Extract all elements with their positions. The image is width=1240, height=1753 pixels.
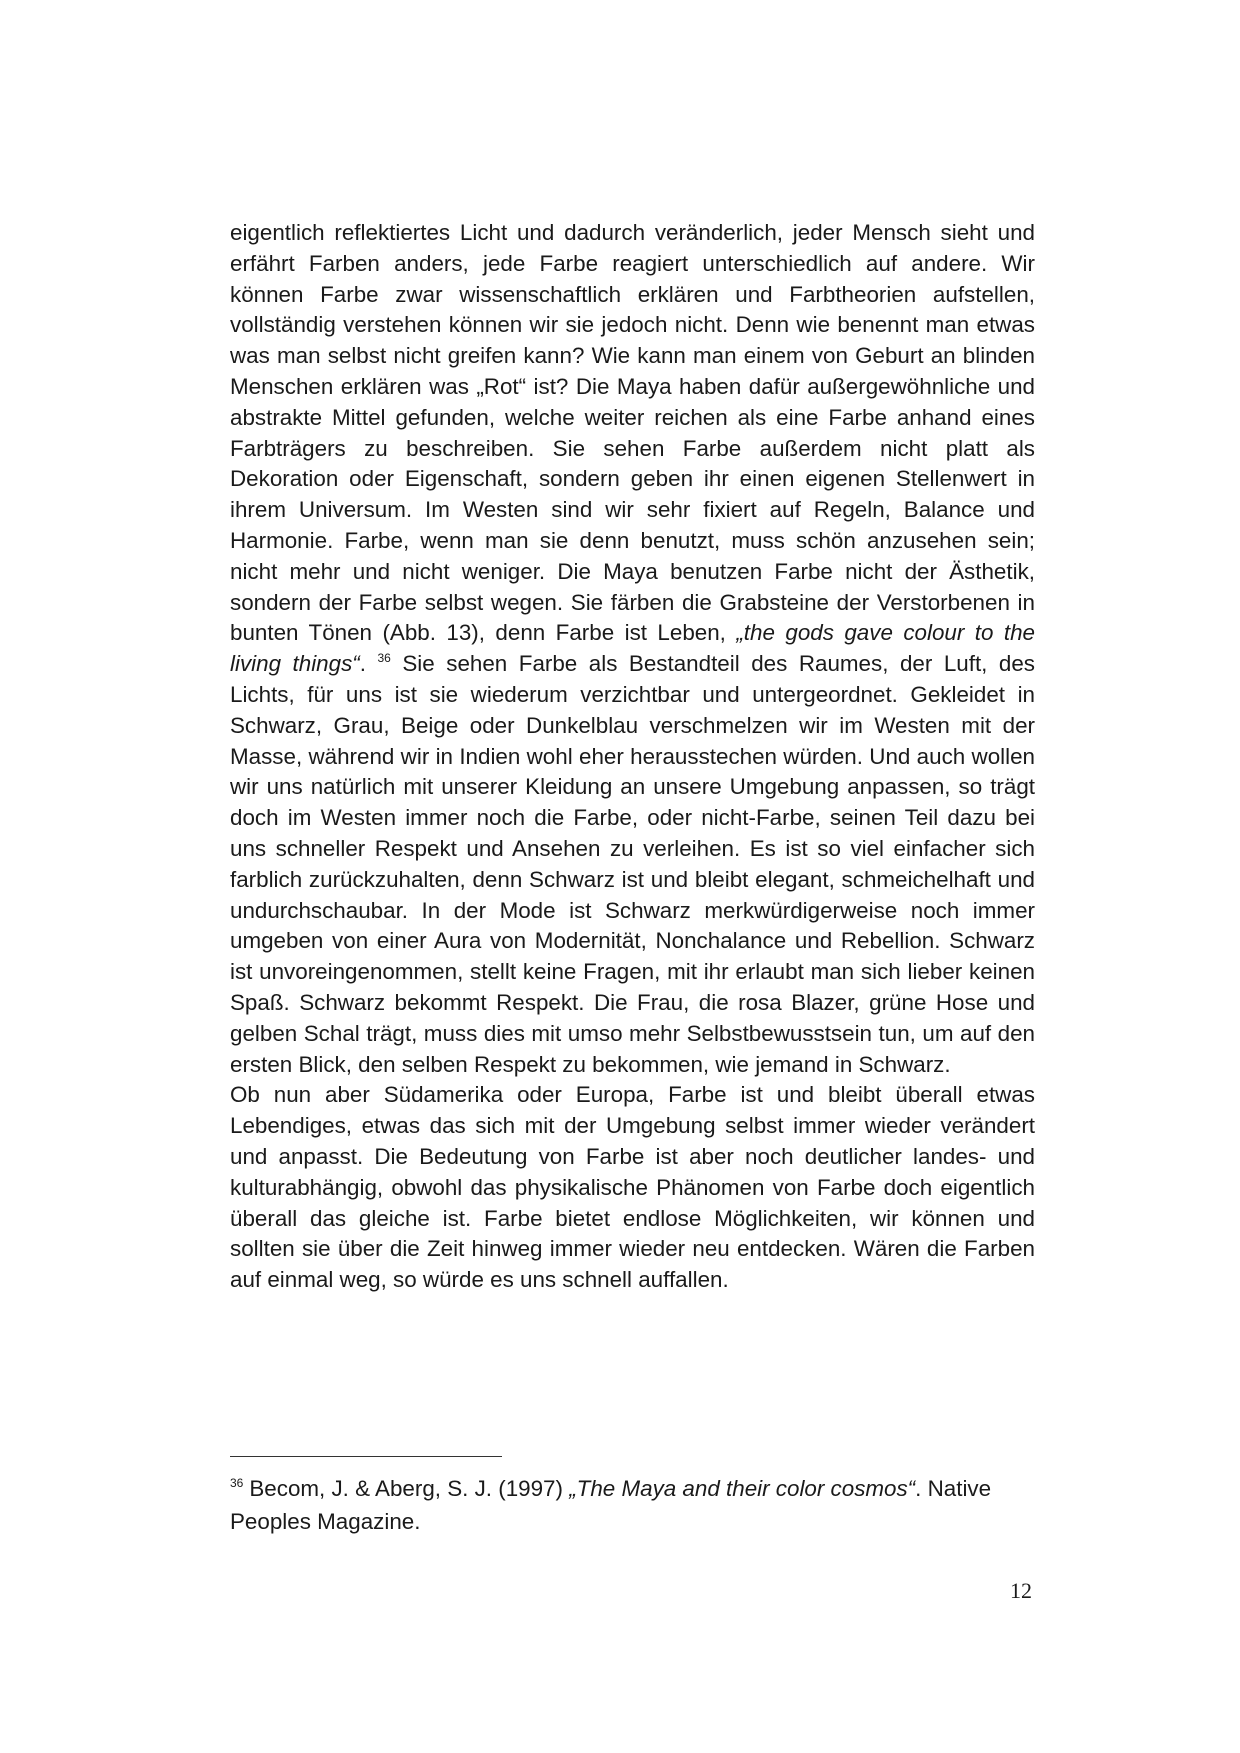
footnote-divider — [230, 1456, 502, 1457]
quote-punctuation: . — [359, 651, 378, 677]
footnote-reference[interactable]: 36 — [377, 651, 391, 666]
footnote-number: 36 — [230, 1476, 244, 1490]
paragraph-1-part-a: eigentlich reflektiertes Licht und dadurch veränderlich, jeder Mensch sieht und erfährt Farben anders, jede Farbe reagiert unterschiedlich auf andere. Wir können Farbe zwar wissenschaftlich erklären und Farbtheorien aufstellen, vollständig verstehen können wir sie jedoch nicht. Denn wie benennt man etwas was man selbst nicht greifen kann? Wie kann man einem von Geburt an blinden Menschen erklären was „Rot“ ist? Die Maya haben dafür außergewöhnliche und abstrakte Mittel gefunden, welche weiter reichen als eine Farbe anhand eines Farbträgers zu beschreiben. Sie sehen Farbe außerdem nicht platt als Dekoration oder Eigenschaft, sondern geben ihr einen eigenen Stellenwert in ihrem Universum. Im Westen sind wir sehr fixiert auf Regeln, Balance und Harmonie. Farbe, wenn man sie denn benutzt, muss schön anzusehen sein; nicht mehr und nicht weniger. Die Maya benutzen Farbe nicht der Ästhetik, sondern der Farbe selbst wegen. Sie färben die Grabsteine der Verstorbenen in bunten Tönen (Abb. 13), denn Farbe ist Leben, — [230, 220, 1035, 646]
paragraph-1-part-b: Sie sehen Farbe als Bestandteil des Raumes, der Luft, des Lichts, für uns ist sie wiederum verzichtbar und untergeordnet. Gekleidet in Schwarz, Grau, Beige oder Dunkelblau verschmelzen wir im Westen mit der Masse, während wir in Indien wohl eher herausstechen würden. Und auch wollen wir uns natürlich mit unserer Kleidung an unsere Umgebung anpassen, so trägt doch im Westen immer noch die Farbe, oder nicht-Farbe, seinen Teil dazu bei uns schneller Respekt und Ansehen zu verleihen. Es ist so viel einfacher sich farblich zurückzuhalten, denn Schwarz ist und bleibt elegant, schmeichelhaft und undurchschaubar. In der Mode ist Schwarz merkwürdigerweise noch immer umgeben von einer Aura von Modernität, Nonchalance und Rebellion. Schwarz ist unvoreingenommen, stellt keine Fragen, mit ihr erlaubt man sich lieber keinen Spaß. Schwarz bekommt Respekt. Die Frau, die rosa Blazer, grüne Hose und gelben Schal trägt, muss dies mit umso mehr Selbstbewusstsein tun, um auf den ersten Blick, den selben Respekt zu bekommen, wie jemand in Schwarz. — [230, 651, 1036, 1077]
body-text — [230, 218, 1035, 1296]
paragraph-2: Ob nun aber Südamerika oder Europa, Farbe ist und bleibt überall etwas Lebendiges, etwas das sich mit der Umgebung selbst immer wieder verändert und anpasst. Die Bedeutung von Farbe ist aber noch deutlicher landes- und kulturabhängig, obwohl das physikalische Phänomen von Farbe doch eigentlich überall das gleiche ist. Farbe bietet endlose Möglichkeiten, wir können und sollten sie über die Zeit hinweg immer wieder neu entdecken. Wären die Farben auf einmal weg, so würde es uns schnell auffallen. — [230, 1082, 1035, 1293]
paragraph-1 — [230, 218, 1035, 1080]
footnote-source: . Native Peoples Magazine. — [230, 1476, 992, 1534]
footnote-authors: Becom, J. & Aberg, S. J. (1997) — [249, 1476, 570, 1501]
page-number: 12 — [1010, 1578, 1032, 1603]
maya-quote: „the gods gave colour to the living things“ — [230, 620, 1036, 677]
footnote — [230, 1472, 1030, 1538]
footnote-title: „The Maya and their color cosmos“ — [569, 1476, 916, 1501]
